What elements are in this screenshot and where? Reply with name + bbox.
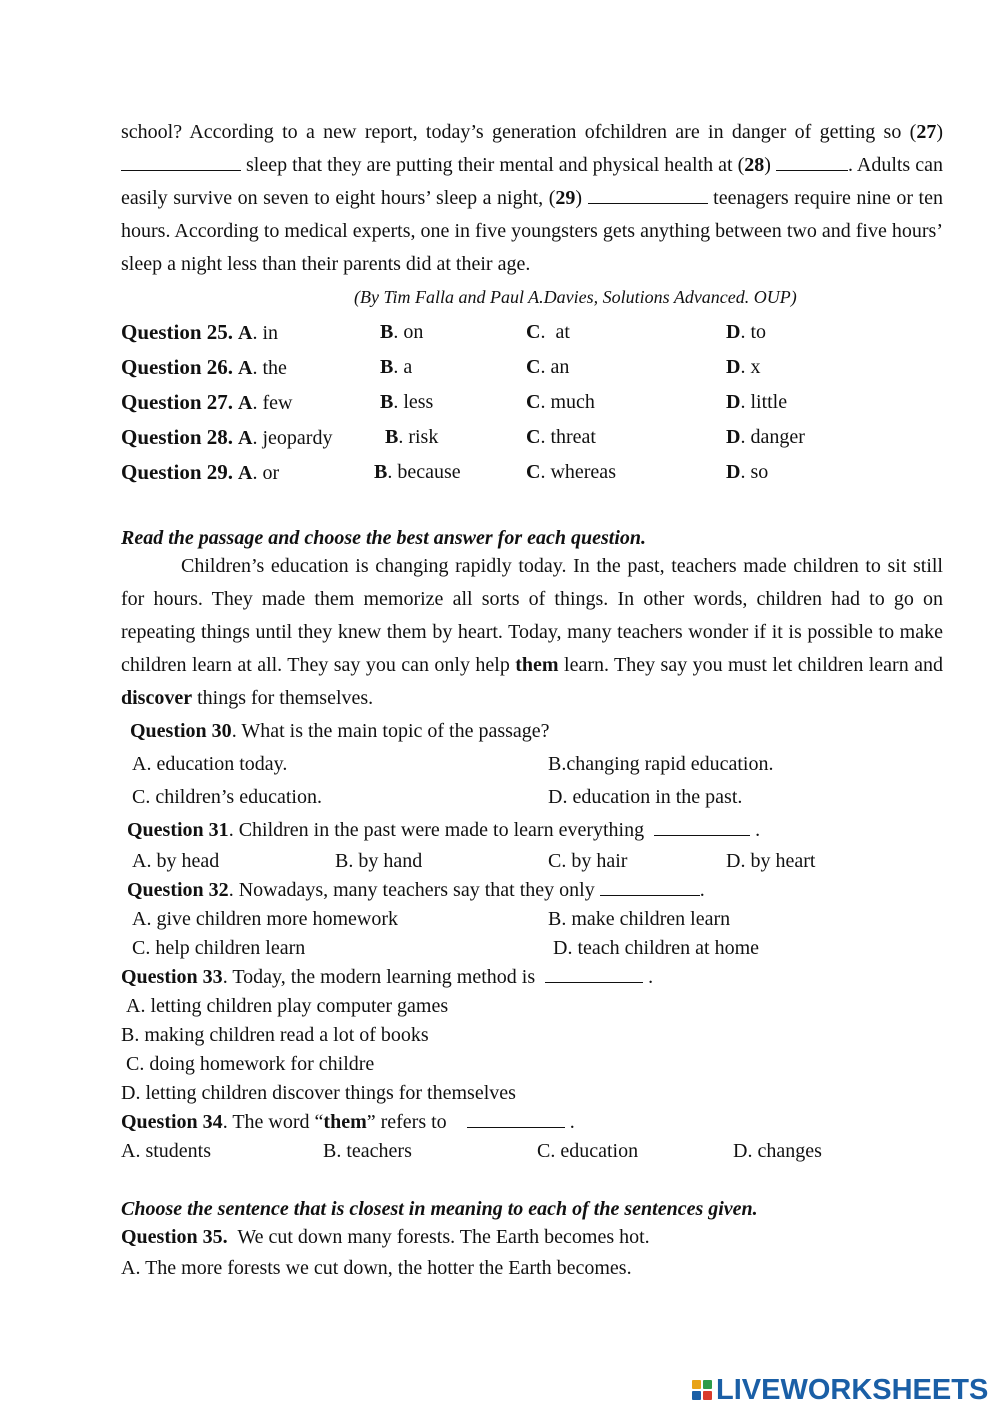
option-d[interactable]: D. teach children at home	[553, 937, 760, 959]
passage-line: between two and five hours’ sleep a night less than their parents did at their age.	[121, 220, 943, 275]
option-c[interactable]: C. doing homework for childre	[126, 1053, 375, 1075]
option-a[interactable]: A. letting children play computer games	[126, 995, 449, 1017]
option-c[interactable]: C. help children learn	[132, 937, 306, 959]
question-row: Question 29. A. or B. because C. whereas D. so	[121, 460, 769, 484]
passage-line: sleep that they are putting their mental and physical health at	[246, 154, 733, 176]
option-c[interactable]: whereas	[550, 461, 616, 483]
logo-square	[692, 1391, 701, 1400]
answer-blank[interactable]	[654, 819, 750, 836]
options-row	[121, 748, 943, 781]
option-d[interactable]: little	[750, 391, 788, 413]
question-text: . What is the main topic of the passage?	[231, 720, 550, 742]
option-a[interactable]: the	[262, 357, 287, 379]
blank-number-28: 28	[744, 154, 765, 176]
option-b[interactable]: because	[397, 461, 461, 483]
passage-cloze: school? According to a new report, today’s generation ofchildren are in danger of getting so (27) sleep that they are putting their mental and physical health at (28) . Adults can easily survive on seven to eight hours’ sleep a night, (29) teenagers require nine or ten hours. According to medical experts, one in five youngsters gets anything between two and five hours’ sleep a night less than their parents did at their age.	[121, 121, 943, 275]
passage-text: Children’s education is changing rapidly today. In the past, teachers made children to sit still for hours. They made them memorize all sorts of things. In other words, children had to go on repeating things until they knew them by heart. Today, many teachers wonder if it is possible to make children learn at all. They say you can only help	[121, 555, 943, 676]
question-text: . Children in the past were made to learn everything	[228, 819, 645, 841]
option-d[interactable]: danger	[750, 426, 805, 448]
question-label: Question 34	[121, 1111, 223, 1133]
answer-blank[interactable]	[467, 1111, 565, 1128]
question-label: Question 32	[127, 879, 229, 901]
question-30	[121, 715, 943, 748]
question-label: Question 35.	[121, 1226, 228, 1248]
passage-text: learn. They say you must let children learn and	[564, 654, 944, 676]
option-a[interactable]: jeopardy	[262, 427, 333, 449]
section-instruction: Choose the sentence that is closest in meaning to each of the sentences given.	[121, 1198, 758, 1220]
passage-line: teenagers	[713, 187, 789, 209]
question-label: Question 26.	[121, 355, 234, 379]
options-row	[121, 1137, 943, 1166]
logo-icon	[692, 1380, 712, 1400]
option-d[interactable]: to	[750, 321, 767, 343]
answer-blank[interactable]	[600, 879, 700, 896]
option-c[interactable]: an	[550, 356, 570, 378]
question-end: .	[755, 819, 761, 841]
question-text: ” refers to	[366, 1111, 447, 1133]
answer-blank[interactable]	[545, 966, 643, 983]
option-b[interactable]: less	[403, 391, 434, 413]
option-d[interactable]: D. education in the past.	[548, 786, 743, 808]
options-row	[121, 781, 943, 814]
option-d[interactable]: x	[750, 356, 761, 378]
question-label: Question 25.	[121, 320, 234, 344]
passage-line: require nine or ten hours. According to medical experts, one in five youngsters gets anything	[121, 187, 943, 242]
question-end: .	[648, 966, 654, 988]
question-label: Question 33	[121, 966, 223, 988]
answer-blank-29[interactable]	[588, 187, 708, 204]
logo-text: LIVEWORKSHEETS	[716, 1373, 989, 1406]
option-c[interactable]: C. education	[537, 1140, 639, 1162]
question-31	[121, 814, 943, 847]
option-d[interactable]: D. by heart	[726, 850, 816, 872]
option-c[interactable]: C. children’s education.	[132, 786, 322, 808]
option-b[interactable]: B.changing rapid education.	[548, 753, 774, 775]
option-a[interactable]: A. education today.	[132, 753, 288, 775]
logo-square	[703, 1391, 712, 1400]
question-end: .	[569, 1111, 575, 1133]
option-a[interactable]: A. The more forests we cut down, the hotter the Earth becomes.	[121, 1257, 632, 1279]
options-row	[121, 934, 943, 963]
keyword-them: them	[515, 654, 559, 676]
question-text: . The word “	[222, 1111, 324, 1133]
question-end: .	[699, 879, 705, 901]
option-b[interactable]: on	[403, 321, 424, 343]
option-b[interactable]: B. teachers	[323, 1140, 412, 1162]
option-a[interactable]: or	[262, 462, 280, 484]
option-a[interactable]: A. students	[121, 1140, 211, 1162]
question-row: Question 27. A. few B. less C. much D. little	[121, 390, 788, 414]
citation: (By Tim Falla and Paul A.Davies, Solutions Advanced. OUP)	[354, 287, 797, 307]
option-c[interactable]: at	[555, 321, 570, 343]
question-label: Question 29.	[121, 460, 234, 484]
option-a[interactable]: A. give children more homework	[132, 908, 399, 930]
reading-passage	[121, 550, 943, 715]
option-d[interactable]: D. letting children discover things for themselves	[121, 1082, 516, 1104]
mcq-grid	[121, 315, 943, 490]
question-label: Question 27.	[121, 390, 234, 414]
logo-square	[692, 1380, 701, 1389]
question-row: Question 28. A. jeopardy B. risk C. threat D. danger	[121, 425, 805, 449]
liveworksheets-logo[interactable]	[692, 1374, 988, 1406]
question-row: Question 26. A. the B. a C. an D. x	[121, 355, 761, 379]
passage-line: school? According to a new report, today’s generation ofchildren are in danger of getting so	[121, 121, 902, 143]
blank-number-27: 27	[916, 121, 937, 143]
options-row	[121, 847, 943, 876]
answer-blank-27[interactable]	[121, 154, 241, 171]
option-b[interactable]: B. by hand	[335, 850, 423, 872]
option-d[interactable]: D. changes	[733, 1140, 822, 1162]
option-b[interactable]: a	[403, 356, 413, 378]
keyword-them: them	[323, 1111, 367, 1133]
passage-text: things for themselves.	[197, 687, 374, 709]
blank-number-29: 29	[555, 187, 576, 209]
option-a[interactable]: in	[262, 322, 279, 344]
question-label: Question 31	[127, 819, 229, 841]
option-b[interactable]: B. making children read a lot of books	[121, 1024, 429, 1046]
question-label: Question 28.	[121, 425, 234, 449]
keyword-discover: discover	[121, 687, 193, 709]
question-text: We cut down many forests. The Earth becomes hot.	[237, 1226, 650, 1248]
option-a[interactable]: A. by head	[132, 850, 220, 872]
option-c[interactable]: C. by hair	[548, 850, 628, 872]
option-c[interactable]: much	[550, 391, 595, 413]
question-row: Question 25. A. in B. on C. at D. to	[121, 320, 767, 344]
question-label: Question 30	[130, 720, 232, 742]
worksheet-page	[121, 116, 943, 1285]
logo-square	[703, 1380, 712, 1389]
options-row	[121, 905, 943, 934]
question-33	[121, 963, 943, 992]
passage-line: Adults can easily survive on seven to eight hours’ sleep a night,	[121, 154, 943, 209]
option-c[interactable]: threat	[550, 426, 596, 448]
option-d[interactable]: so	[750, 461, 769, 483]
option-b[interactable]: B. make children learn	[548, 908, 731, 930]
option-a[interactable]: few	[262, 392, 293, 414]
question-text: . Nowadays, many teachers say that they only	[228, 879, 595, 901]
question-32	[121, 876, 943, 905]
section-instruction: Read the passage and choose the best answer for each question.	[121, 527, 647, 549]
option-b[interactable]: risk	[408, 426, 439, 448]
question-34	[121, 1108, 943, 1137]
answer-blank-28[interactable]	[776, 154, 848, 171]
question-35	[121, 1223, 943, 1252]
question-text: . Today, the modern learning method is	[222, 966, 536, 988]
